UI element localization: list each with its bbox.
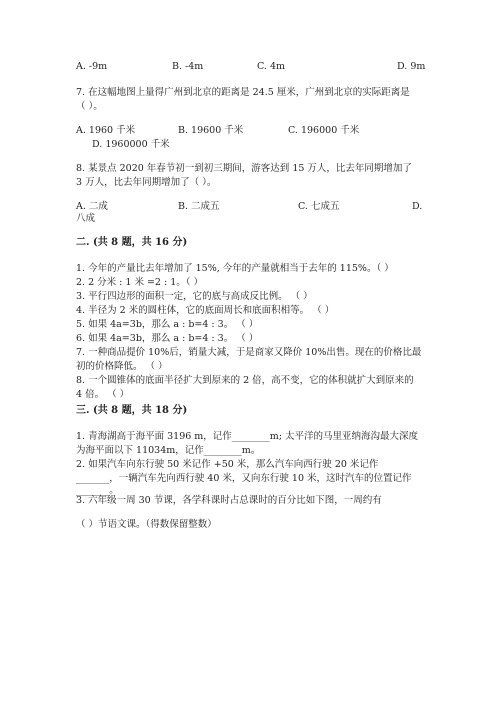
section3-line: （ ）节语文课。（得数保留整数） bbox=[76, 519, 217, 530]
section2-line: 4. 半径为 2 米的圆柱体，它的底面周长和底面积相等。 （ ） bbox=[76, 305, 335, 316]
q7-option-b: B. 19600 千米 bbox=[178, 125, 244, 136]
q8-option-c: C. 七成五 bbox=[298, 201, 340, 212]
section2-line: 1. 今年的产量比去年增加了 15%, 今年的产量就相当于去年的 115%。（ ） bbox=[76, 263, 394, 274]
section2-line: 3. 平行四边形的面积一定，它的底与高成反比例。 （ ） bbox=[76, 291, 313, 302]
section3-line: 为海平面以下 11034m，记作________m。 bbox=[76, 445, 261, 456]
q7-option-c: C. 196000 千米 bbox=[288, 125, 360, 136]
section2-heading: 二. (共 8 题，共 16 分) bbox=[76, 237, 188, 248]
section2-line: 4 倍。 （ ） bbox=[76, 389, 130, 400]
section2-line: 6. 如果 4a=3b，那么 a : b=4 : 3。 （ ） bbox=[76, 333, 259, 344]
q6-option-c: C. 4m bbox=[257, 61, 286, 72]
q7-option-d: D. 1960000 千米 bbox=[92, 139, 170, 150]
section3-line: _______，一辆汽车先向西行驶 40 米，又向东行驶 10 米，这时汽车的位置记作 bbox=[76, 473, 412, 484]
section3-line: 1. 青海湖高于海平面 3196 m，记作________m; 太平洋的马里亚纳海沟最大深度 bbox=[76, 431, 419, 442]
section2-line: 5. 如果 4a=3b，那么 a : b=4 : 3。 （ ） bbox=[76, 319, 259, 330]
section2-line: 2. 2 分米 : 1 米 =2 : 1。（ ） bbox=[76, 277, 204, 288]
q7-stem-line2: （ ）。 bbox=[76, 101, 103, 112]
q6-option-b: B. -4m bbox=[172, 61, 204, 72]
q8-option-a: A. 二成 bbox=[76, 201, 108, 212]
section2-line: 初的价格降低。 （ ） bbox=[76, 361, 168, 372]
q6-option-d: D. 9m bbox=[397, 61, 426, 72]
q6-option-a: A. -9m bbox=[76, 61, 108, 72]
section3-line: 3. 六年级一周 30 节课，各学科课时占总课时的百分比如下图，一周约有 bbox=[76, 495, 382, 506]
section3-heading: 三. (共 8 题，共 18 分) bbox=[76, 405, 188, 416]
q8-option-d-text: 八成 bbox=[76, 213, 96, 224]
section3-line: 2. 如果汽车向东行驶 50 米记作 +50 米，那么汽车向西行驶 20 米记作 bbox=[76, 459, 379, 470]
q7-option-a: A. 1960 千米 bbox=[76, 125, 136, 136]
section3-line: _______。 bbox=[76, 485, 119, 496]
q8-stem-line2: 3 万人，比去年同期增加了（ ）。 bbox=[76, 177, 217, 188]
q8-stem-line1: 8. 某景点 2020 年春节初一到初三期间，游客达到 15 万人，比去年同期增加了 bbox=[76, 163, 412, 174]
section2-line: 7. 一种商品提价 10%后，销量大减，于是商家又降价 10%出售。现在的价格比最 bbox=[76, 347, 422, 358]
q7-stem-line1: 7. 在这幅地图上量得广州到北京的距离是 24.5 厘米，广州到北京的实际距离是 bbox=[76, 87, 410, 98]
q8-option-d-label: D. bbox=[412, 201, 423, 212]
section2-line: 8. 一个圆锥体的底面半径扩大到原来的 2 倍，高不变，它的体积就扩大到原来的 bbox=[76, 375, 414, 386]
q8-option-b: B. 二成五 bbox=[178, 201, 220, 212]
